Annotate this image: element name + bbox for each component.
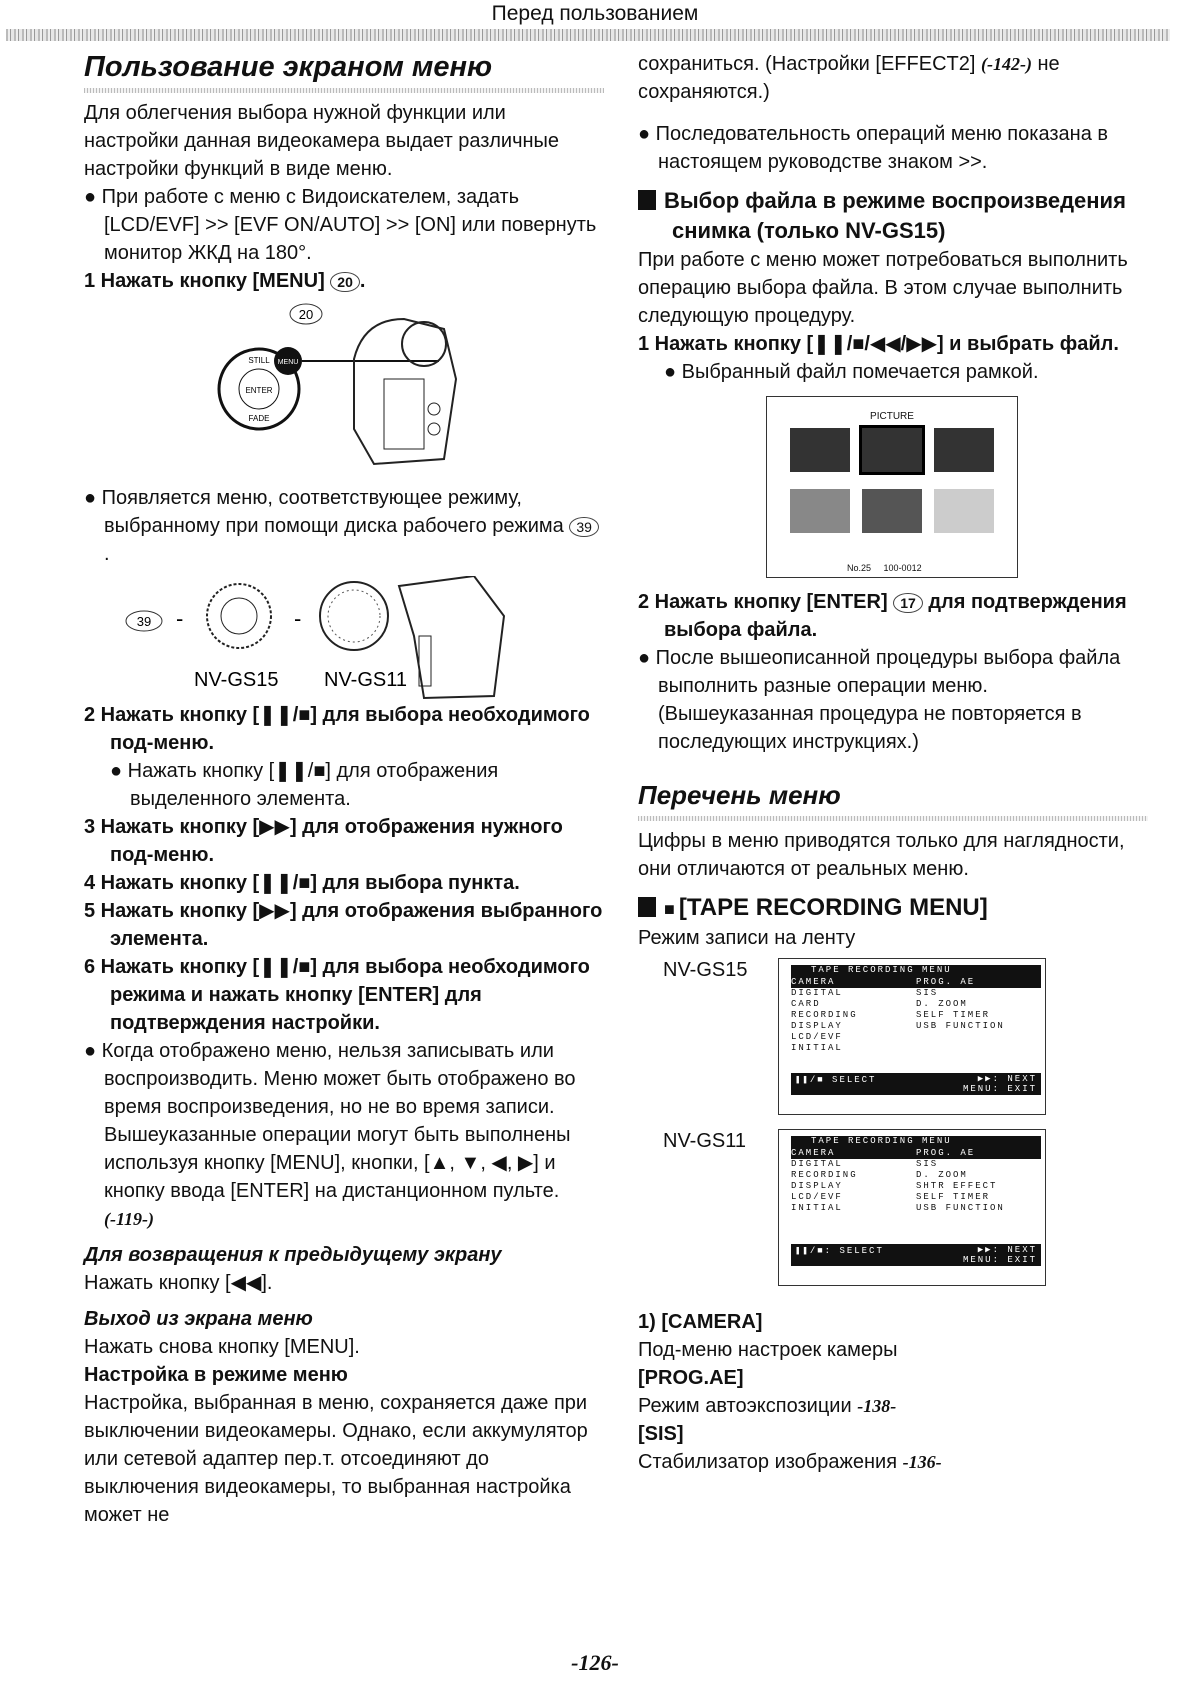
picture-browser-figure — [766, 396, 1018, 578]
file-bullet: ● После вышеописанной процедуры выбора файла выполнить разные операции меню. (Вышеуказанная процедура не повторяется в последующих инструкциях.) — [638, 647, 1121, 753]
fig1-ref: 20 — [298, 307, 314, 322]
sis-text: Стабилизатор изображения -136- — [638, 1451, 942, 1473]
file-intro: При работе с меню может потребоваться выполнить операцию выбора файла. В этом случае выполнить следующую процедуру. — [638, 249, 1128, 327]
bullet-evf: ● При работе с меню с Видоискателем, задать [LCD/EVF] >> [EVF ON/AUTO] >> [ON] или повернуть монитор ЖКД на 180°. — [84, 186, 597, 264]
thumbnail[interactable] — [934, 428, 994, 472]
fig2-label-gs11: NV-GS11 — [324, 669, 407, 691]
menu-screen-gs11 — [663, 1129, 1046, 1286]
submenu-item[interactable]: D. ZOOM — [916, 1170, 968, 1180]
step-5: 5 Нажать кнопку [▶▶] для отображения выбранного элемента. — [84, 900, 603, 950]
bullet-sequence: ● Последовательность операций меню показана в настоящем руководстве знаком >>. — [638, 123, 1108, 173]
camera-heading: 1) [CAMERA] — [638, 1311, 763, 1333]
submenu-item[interactable]: SIS — [916, 988, 939, 998]
menu-item[interactable]: LCD/EVF — [791, 1192, 843, 1202]
submenu-item[interactable]: SIS — [916, 1159, 939, 1169]
file-step-2: 2 Нажать кнопку [ENTER] 17 для подтверждения выбора файла. — [638, 591, 1127, 641]
menu-row[interactable] — [791, 1148, 1041, 1159]
picture-number: No.25 — [847, 563, 872, 573]
sis-heading: [SIS] — [638, 1423, 684, 1445]
submenu-item[interactable]: SHTR EFFECT — [916, 1181, 998, 1191]
bullet-menu-appears: ● Появляется меню, соответствующее режиму, выбранному при помощи диска рабочего режима 39. — [84, 484, 604, 568]
section-title: Пользование экраном меню — [84, 51, 493, 83]
menu-title-gs15: TAPE RECORDING MENU — [791, 965, 1041, 977]
menu-item[interactable]: DIGITAL — [791, 1159, 843, 1169]
file-step-1: 1 Нажать кнопку [❚❚/■/◀◀/▶▶] и выбрать файл. — [638, 333, 1119, 355]
fig2-ref: 39 — [136, 614, 152, 629]
tape-menu-sub: Режим записи на ленту — [638, 927, 856, 949]
progae-text: Режим автоэкспозиции -138- — [638, 1395, 897, 1417]
thumb-row-1 — [767, 428, 1017, 477]
file-step-1-sub: ● Выбранный файл помечается рамкой. — [664, 361, 1039, 383]
menu-row[interactable] — [791, 1043, 1041, 1054]
intro-text: Для облегчения выбора нужной функции или настройки данная видеокамера выдает различные настройки функций в виде меню. — [84, 102, 560, 180]
step-6: 6 Нажать кнопку [❚❚/■] для выбора необходимого режима и нажать кнопку [ENTER] для подтверждения настройки. — [84, 956, 590, 1034]
header-rule — [6, 29, 1170, 41]
back-text: Нажать кнопку [◀◀]. — [84, 1272, 273, 1294]
menu-title-gs11: TAPE RECORDING MENU — [791, 1136, 1041, 1148]
svg-text:-: - — [176, 606, 184, 631]
menu-item[interactable]: LCD/EVF — [791, 1032, 843, 1042]
menu-footer-gs15: ❚❚/■ SELECT ▶▶: NEXT MENU: EXIT — [791, 1073, 1041, 1095]
bullet-menu-note: ● Когда отображено меню, нельзя записывать или воспроизводить. Меню может быть отображено во время воспроизведения, но не во время записи. Вышеуказанные операции могут быть выполнены используя кнопку [MENU], кнопки, [▲, ▼, ◀, ▶] и кнопку ввода [ENTER] на дистанционном пульте. (-119-) — [84, 1040, 576, 1229]
step-4: 4 Нажать кнопку [❚❚/■] для выбора пункта. — [84, 872, 520, 894]
menu-row[interactable] — [791, 1192, 1041, 1203]
menu-row[interactable] — [791, 1032, 1041, 1043]
submenu-item[interactable]: PROG. AE — [916, 977, 1041, 988]
menu-row[interactable] — [791, 988, 1041, 999]
menu-screen-gs15 — [663, 958, 1046, 1115]
thumbnail[interactable] — [790, 489, 850, 533]
step-2: 2 Нажать кнопку [❚❚/■] для выбора необходимого под-меню. — [84, 704, 590, 754]
menu-row[interactable] — [791, 1159, 1041, 1170]
menu-label-gs11: NV-GS11 — [663, 1130, 746, 1152]
svg-text:STILL: STILL — [248, 356, 270, 365]
menu-item[interactable]: CAMERA — [791, 1148, 916, 1159]
menu-item[interactable]: CAMERA — [791, 977, 916, 988]
continued-text: сохраниться. (Настройки [EFFECT2] (-142-) не сохраняются.) — [638, 53, 1060, 103]
menu-item[interactable]: DISPLAY — [791, 1021, 843, 1031]
title-rule — [84, 88, 604, 93]
figure-mode-dial — [84, 576, 604, 701]
menu-row[interactable] — [791, 1170, 1041, 1181]
exit-text: Нажать снова кнопку [MENU]. — [84, 1336, 360, 1358]
menu-row[interactable] — [791, 999, 1041, 1010]
picture-folder: 100-0012 — [883, 563, 922, 573]
step-3: 3 Нажать кнопку [▶▶] для отображения нужного под-меню. — [84, 816, 563, 866]
step-1: 1 Нажать кнопку [MENU] 20 . — [84, 270, 366, 292]
svg-text:MENU: MENU — [277, 359, 299, 366]
thumbnail[interactable] — [790, 428, 850, 472]
step-2-sub: ● Нажать кнопку [❚❚/■] для отображения выделенного элемента. — [110, 760, 499, 810]
progae-heading: [PROG.AE] — [638, 1367, 744, 1389]
running-header: Перед пользованием — [491, 2, 699, 25]
menu-label-gs15: NV-GS15 — [663, 959, 748, 981]
file-select-heading: Выбор файла в режиме воспроизведения снимка (только NV-GS15) — [638, 186, 1148, 246]
menu-footer-gs11: ❚❚/■: SELECT ▶▶: NEXT MENU: EXIT — [791, 1244, 1041, 1266]
thumb-row-2 — [767, 489, 1017, 538]
menu-row[interactable] — [791, 1021, 1041, 1032]
menu-list-title: Перечень меню — [638, 780, 841, 810]
left-column — [84, 50, 604, 1529]
submenu-item[interactable]: D. ZOOM — [916, 999, 968, 1009]
camera-icon: ■ — [664, 899, 675, 919]
svg-text:FADE: FADE — [248, 414, 270, 423]
menu-row[interactable] — [791, 1203, 1041, 1214]
submenu-item[interactable] — [916, 1032, 1041, 1043]
setting-heading: Настройка в режиме меню — [84, 1364, 348, 1386]
thumbnail[interactable] — [862, 489, 922, 533]
submenu-item[interactable]: PROG. AE — [916, 1148, 1041, 1159]
menu-item[interactable]: CARD — [791, 999, 821, 1009]
ref-badge: 20 — [330, 272, 360, 292]
svg-text:ENTER: ENTER — [245, 386, 273, 395]
exit-heading: Выход из экрана меню — [84, 1308, 313, 1330]
menu-item[interactable]: INITIAL — [791, 1203, 843, 1213]
menu-item[interactable]: DIGITAL — [791, 988, 843, 998]
submenu-item[interactable]: USB FUNCTION — [916, 1021, 1005, 1031]
menu-row[interactable] — [791, 1181, 1041, 1192]
figure-menu-button — [84, 299, 604, 484]
setting-text: Настройка, выбранная в меню, сохраняется даже при выключении видеокамеры. Однако, если аккумулятор или сетевой адаптер пер.т. отсоединяют до выключения видеокамеры, то выбранная настройка может не — [84, 1392, 588, 1526]
menu-list-rule — [638, 816, 1148, 821]
submenu-item[interactable]: USB FUNCTION — [916, 1203, 1005, 1213]
thumbnail[interactable] — [934, 489, 994, 533]
menu-list-intro: Цифры в меню приводятся только для наглядности, они отличаются от реальных меню. — [638, 830, 1125, 880]
submenu-item[interactable] — [916, 1043, 1041, 1054]
page-number: -126- — [571, 1650, 619, 1675]
picture-label: PICTURE — [870, 411, 914, 422]
menu-item[interactable]: DISPLAY — [791, 1181, 843, 1191]
right-column — [638, 50, 1148, 1476]
menu-row[interactable] — [791, 1010, 1041, 1021]
back-heading: Для возвращения к предыдущему экрану — [84, 1244, 502, 1266]
menu-item[interactable]: RECORDING — [791, 1170, 858, 1180]
thumbnail[interactable] — [862, 428, 922, 472]
fig2-label-gs15: NV-GS15 — [194, 669, 279, 691]
menu-item[interactable]: INITIAL — [791, 1043, 843, 1053]
tape-menu-heading: ■ [TAPE RECORDING MENU] — [638, 893, 1148, 924]
submenu-item[interactable]: SELF TIMER — [916, 1010, 991, 1020]
svg-text:-: - — [294, 606, 302, 631]
submenu-item[interactable]: SELF TIMER — [916, 1192, 991, 1202]
camera-text: Под-меню настроек камеры — [638, 1339, 898, 1361]
menu-item[interactable]: RECORDING — [791, 1010, 858, 1020]
menu-row[interactable] — [791, 977, 1041, 988]
